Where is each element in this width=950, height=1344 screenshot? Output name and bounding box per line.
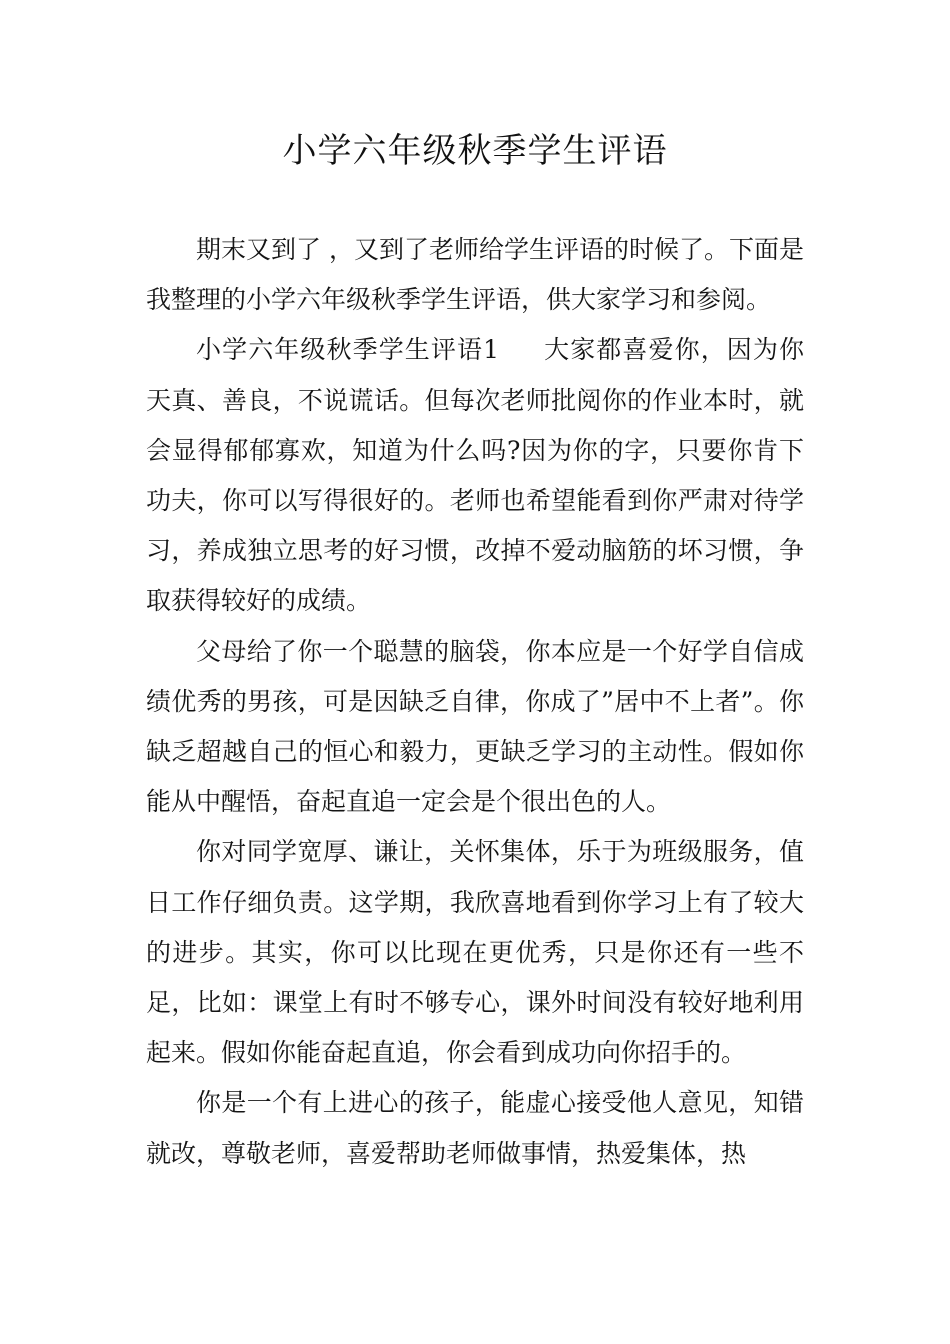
comment-paragraph-3: 你对同学宽厚、谦让，关怀集体，乐于为班级服务，值日工作仔细负责。这学期，我欣喜地看到你学习上有了较大的进步。其实，你可以比现在更优秀，只是你还有一些不足，比如：课堂上有时不够专心，课外时间没有较好地利用起来。假如你能奋起直追，你会看到成功向你招手的。 xyxy=(146,837,804,1068)
section-heading: 小学六年级秋季学生评语1 xyxy=(196,335,499,365)
document-body xyxy=(146,225,804,1179)
comment-paragraph-4: 你是一个有上进心的孩子，能虚心接受他人意见，知错就改，尊敬老师，喜爱帮助老师做事情，热爱集体，热 xyxy=(146,1088,804,1168)
document-title: 小学六年级秋季学生评语 xyxy=(282,131,668,171)
intro-paragraph: 期末又到了 ，又到了老师给学生评语的时候了。下面是我整理的小学六年级秋季学生评语，供大家学习和参阅。 xyxy=(146,235,804,315)
section-paragraph xyxy=(146,325,804,626)
comment-paragraph-2: 父母给了你一个聪慧的脑袋，你本应是一个好学自信成绩优秀的男孩，可是因缺乏自律，你成了”居中不上者”。你缺乏超越自己的恒心和毅力，更缺乏学习的主动性。假如你能从中醒悟，奋起直追一定会是个很出色的人。 xyxy=(146,636,804,817)
comment-paragraph-1: 大家都喜爱你，因为你天真、善良，不说谎话。但每次老师批阅你的作业本时，就会显得郁郁寡欢，知道为什么吗?因为你的字，只要你肯下功夫，你可以写得很好的。老师也希望能看到你严肃对待学习，养成独立思考的好习惯，改掉不爱动脑筋的坏习惯，争取获得较好的成绩。 xyxy=(146,335,804,616)
